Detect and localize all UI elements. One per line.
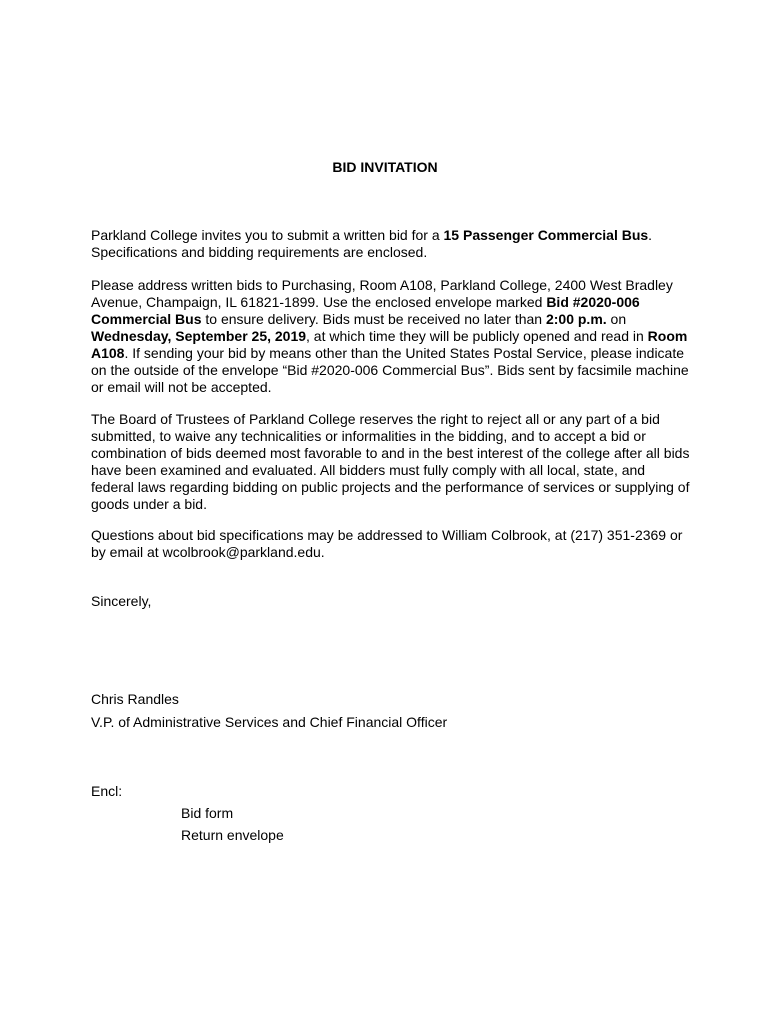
- closing: Sincerely,: [91, 593, 152, 609]
- bid-number: Bid #2020-006 Commercial Bus: [91, 294, 640, 327]
- paragraph-submission: [91, 277, 691, 396]
- signer-name: Chris Randles: [91, 691, 179, 707]
- enclosure-item: Bid form: [181, 805, 234, 821]
- paragraph-board-rights: The Board of Trustees of Parkland College reserves the right to reject all or any part of a bid submitted, to waive any technicalities or informalities in the bidding, and to accept a bid or combination of bids deemed most favorable to and in the best interest of the college after all bids have been examined and evaluated. All bidders must fully comply with all local, state, and federal laws regarding bidding on public projects and the performance of services or supplying of goods under a bid.: [91, 411, 690, 512]
- intro-text: Parkland College invites you to submit a written bid for a: [91, 227, 444, 243]
- item-name: 15 Passenger Commercial Bus: [443, 227, 649, 243]
- paragraph-questions: Questions about bid specifications may be addressed to William Colbrook, at (217) 351-2369 or by email at wcolbrook@parkland.edu.: [91, 527, 683, 560]
- intro-period: .: [648, 227, 653, 243]
- signer-title: V.P. of Administrative Services and Chief Financial Officer: [91, 714, 448, 730]
- deadline-date: Wednesday, September 25, 2019: [91, 328, 307, 344]
- intro-specs: Specifications and bidding requirements are enclosed.: [91, 244, 428, 260]
- submission-text-2: to ensure delivery. Bids must be received no later than: [201, 311, 546, 327]
- enclosure-item: Return envelope: [181, 827, 284, 843]
- deadline-time: 2:00 p.m.: [545, 311, 607, 327]
- enclosures-label: Encl:: [91, 783, 123, 799]
- submission-text-3: on: [606, 311, 627, 327]
- submission-text-4: , at which time they will be publicly opened and read in: [306, 328, 648, 344]
- paragraph-intro: [91, 227, 691, 261]
- document-title: BID INVITATION: [332, 159, 438, 175]
- submission-text-5: . If sending your bid by means other than the United States Postal Service, please indicate on the outside of the envelope “Bid #2020-006 Commercial Bus”. Bids sent by facsimile machine or email will not be accepted.: [91, 345, 689, 395]
- submission-text-1: Please address written bids to Purchasing, Room A108, Parkland College, 2400 West Bradley Avenue, Champaign, IL 61821-1899. Use the enclosed envelope marked: [91, 277, 673, 310]
- opening-room: Room A108: [91, 328, 688, 361]
